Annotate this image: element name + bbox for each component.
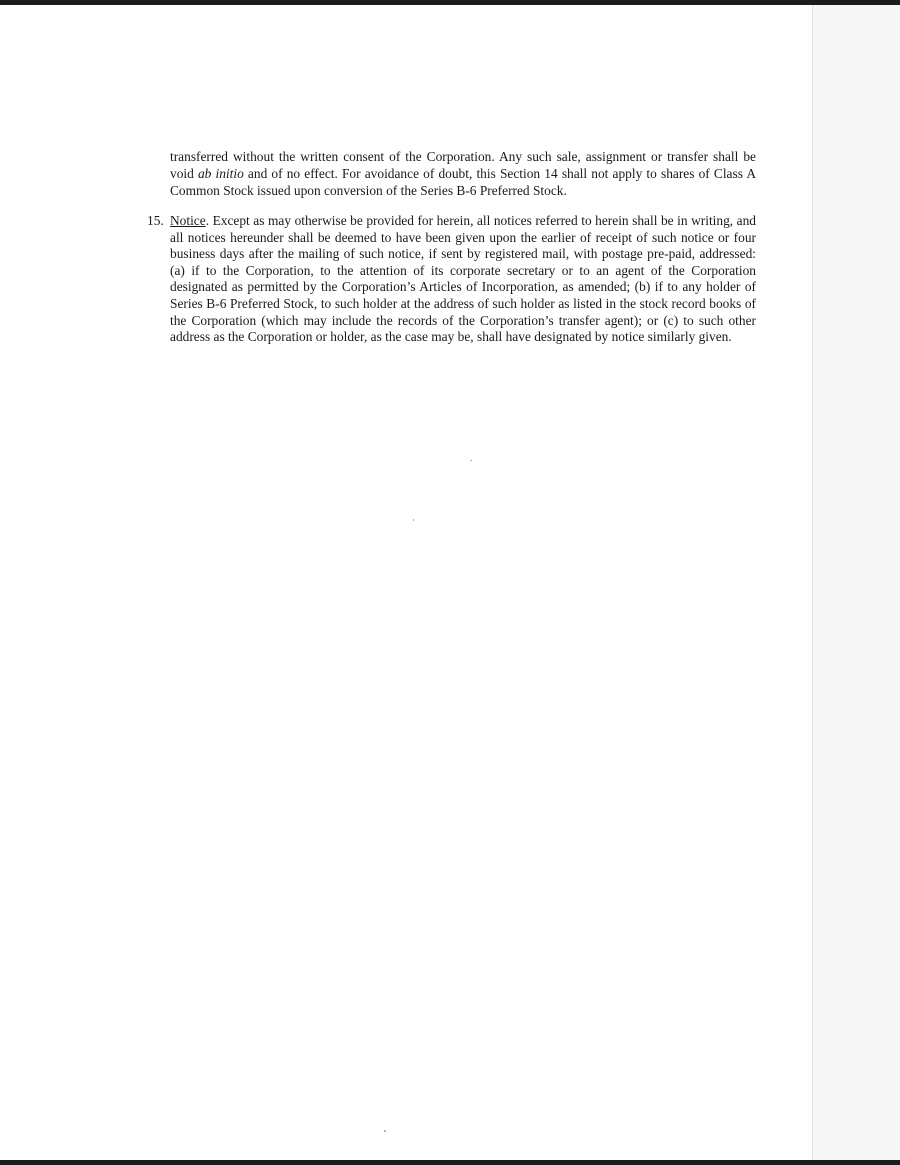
section-15-text: Except as may otherwise be provided for herein, all notices referred to herein shall be in writing, and all notices hereunder shall be deemed to have been given upon the earlier of receipt of such notice or four business days after the mailing of such notice, if sent by registered mail, with postage pre-paid, addressed: (a) if to the Corporation, to the attention of its corporate secretary or to an agent of the Corporation designated as permitted by the Corporation’s Articles of Incorporation, as amended; (b) if to any holder of Series B-6 Preferred Stock, to such holder at the address of such holder as listed in the stock record books of the Corporation (which may include the records of the Corporation’s transfer agent); or (c) to such other address as the Corporation or holder, as the case may be, shall have designated by notice similarly given. (170, 213, 756, 345)
scan-speck (413, 519, 414, 521)
continuation-text-start: transferred without the written consent of the Corporation. Any such sale, assignment or transfer shall be void (170, 149, 756, 182)
section-15-body (170, 213, 756, 346)
section-15 (147, 213, 756, 346)
scan-speck (470, 460, 472, 461)
scan-border-bottom (0, 1160, 900, 1165)
section-14-continuation (170, 148, 756, 200)
scan-speck (384, 1130, 386, 1132)
section-heading: Notice (170, 213, 206, 228)
scan-margin-right (812, 5, 900, 1160)
section-number: 15. (147, 213, 164, 228)
scan-border-top (0, 0, 900, 5)
continuation-italic-term: ab initio (197, 166, 244, 182)
continuation-text-end: and of no effect. For avoidance of doubt, this Section 14 shall not apply to shares of Class A Common Stock issued upon conversion of the Series B-6 Preferred Stock. (170, 166, 756, 199)
section-heading-punct: . (205, 213, 210, 228)
